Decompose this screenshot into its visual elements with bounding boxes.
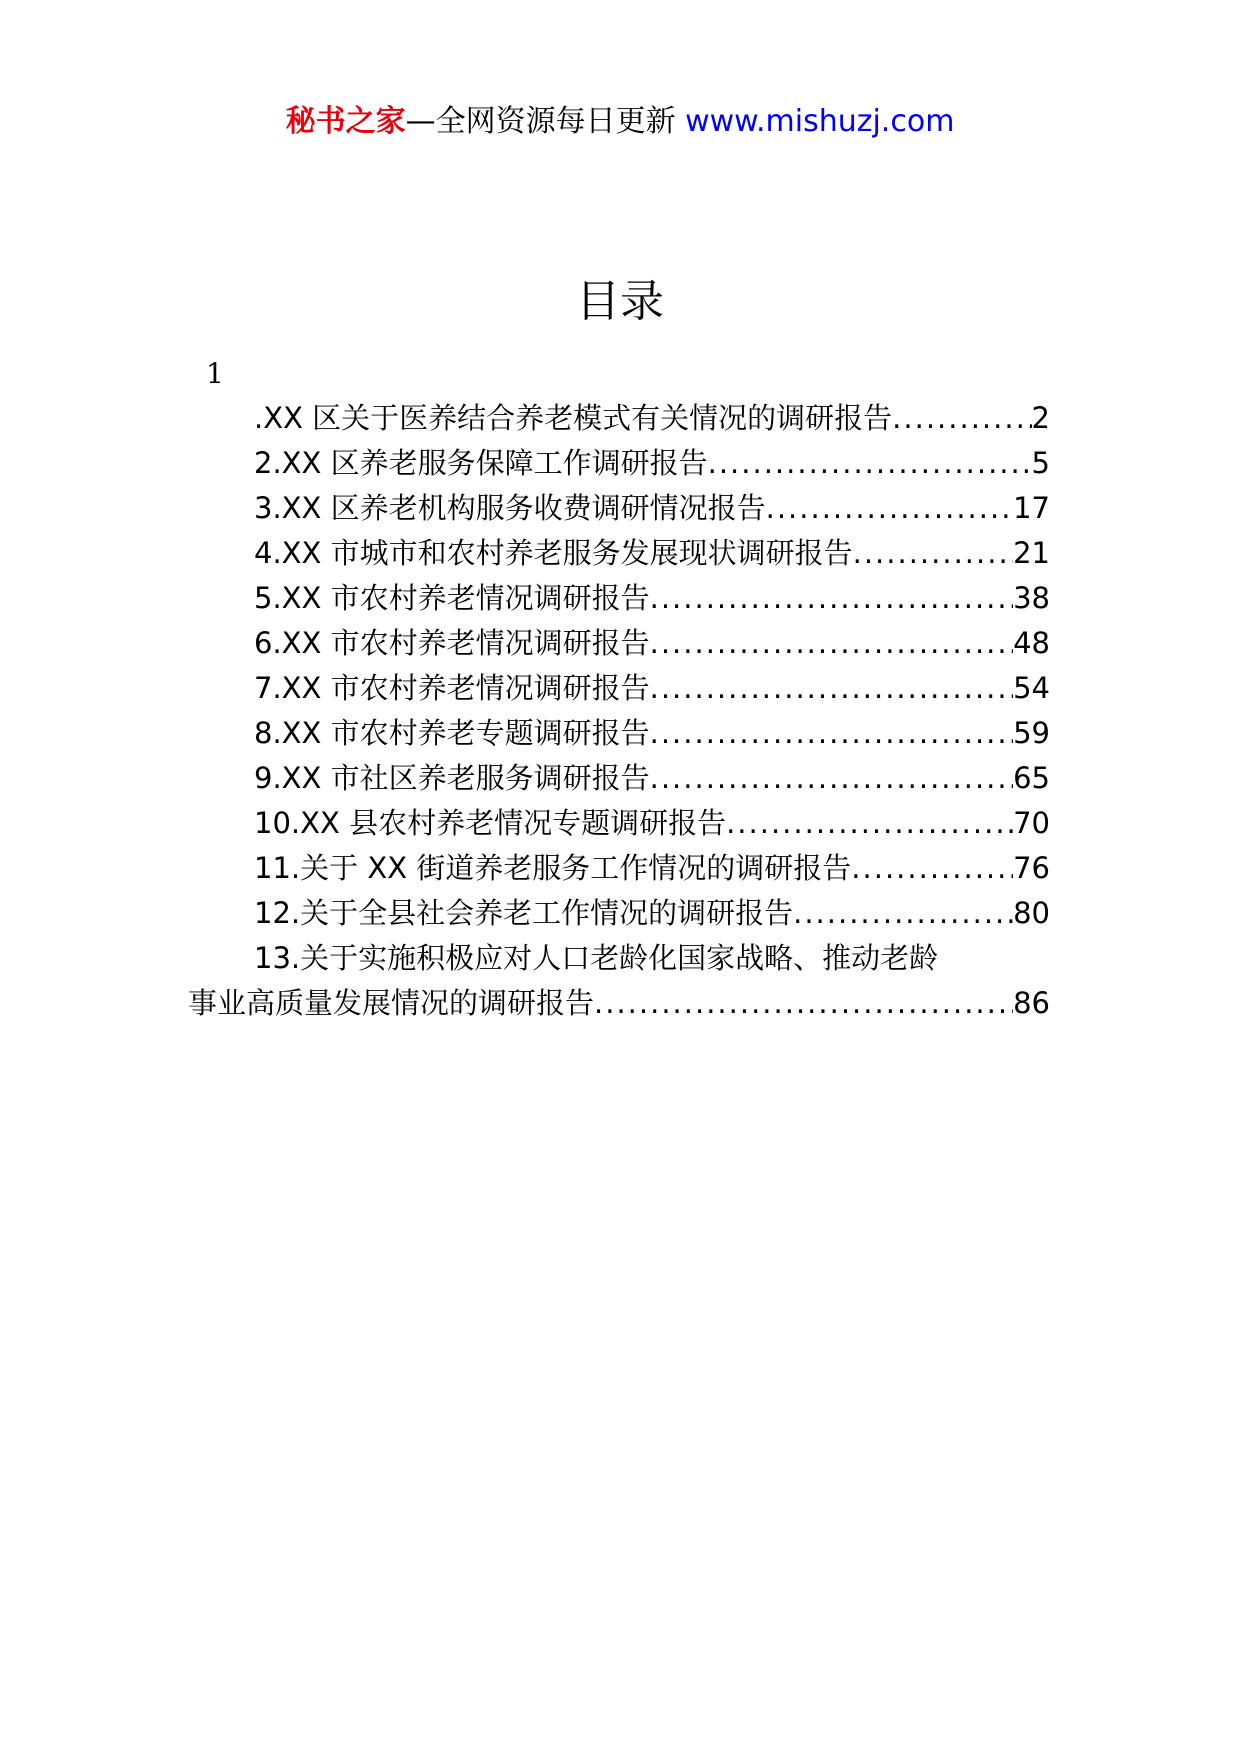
toc-entry-title: 9.XX 市社区养老服务调研报告 xyxy=(254,761,650,795)
dot-leader xyxy=(892,396,1031,441)
dot-leader xyxy=(650,576,1013,621)
dot-leader xyxy=(766,486,1013,531)
banner-slogan: —全网资源每日更新 xyxy=(405,104,676,139)
toc-entry-title: 6.XX 市农村养老情况调研报告 xyxy=(254,626,650,660)
dot-leader xyxy=(853,531,1013,576)
toc-entry-title: 5.XX 市农村养老情况调研报告 xyxy=(254,581,650,615)
dot-leader xyxy=(726,801,1013,846)
toc-entry-4[interactable] xyxy=(188,531,1050,576)
site-banner xyxy=(0,100,1240,144)
toc-page-number: 76 xyxy=(1013,851,1050,885)
toc-page-number: 86 xyxy=(1013,986,1050,1020)
toc-page-number: 17 xyxy=(1013,491,1050,525)
dot-leader xyxy=(650,621,1013,666)
toc-entry-12[interactable] xyxy=(188,891,1050,936)
dot-leader xyxy=(708,441,1032,486)
dot-leader xyxy=(650,756,1013,801)
toc-entry-13[interactable] xyxy=(188,936,1050,1026)
toc-page-number: 70 xyxy=(1013,806,1050,840)
toc-page-number: 65 xyxy=(1013,761,1050,795)
website-link[interactable]: www.mishuzj.com xyxy=(675,104,955,139)
page-title: 目录 xyxy=(576,276,664,327)
list-number-marker: 1 xyxy=(206,357,224,390)
toc-entry-title: 7.XX 市农村养老情况调研报告 xyxy=(254,671,650,705)
toc-entry-title: 8.XX 市农村养老专题调研报告 xyxy=(254,716,650,750)
brand-name: 秘书之家 xyxy=(285,104,406,139)
toc-page-number: 2 xyxy=(1031,401,1050,435)
toc-page-number: 59 xyxy=(1013,716,1050,750)
toc-entry-6[interactable] xyxy=(188,621,1050,666)
toc-entry-5[interactable] xyxy=(188,576,1050,621)
toc-entry-title-line1: 13.关于实施积极应对人口老龄化国家战略、推动老龄 xyxy=(254,941,939,975)
toc-entry-3[interactable] xyxy=(188,486,1050,531)
toc-page-number: 54 xyxy=(1013,671,1050,705)
dot-leader xyxy=(851,846,1013,891)
toc-page-number: 5 xyxy=(1031,446,1050,480)
table-of-contents xyxy=(188,396,1050,1026)
toc-entry-title: 12.关于全县社会养老工作情况的调研报告 xyxy=(254,896,794,930)
toc-entry-title: 10.XX 县农村养老情况专题调研报告 xyxy=(254,806,727,840)
toc-entry-title-line2: 事业高质量发展情况的调研报告 xyxy=(188,986,595,1020)
toc-entry-title: 2.XX 区养老服务保障工作调研报告 xyxy=(254,446,708,480)
toc-entry-9[interactable] xyxy=(188,756,1050,801)
toc-entry-title: .XX 区关于医养结合养老模式有关情况的调研报告 xyxy=(254,401,893,435)
toc-entry-1[interactable] xyxy=(188,396,1050,441)
dot-leader xyxy=(594,981,1013,1026)
toc-entry-2[interactable] xyxy=(188,441,1050,486)
toc-page-number: 48 xyxy=(1013,626,1050,660)
toc-page-number: 21 xyxy=(1013,536,1050,570)
toc-entry-8[interactable] xyxy=(188,711,1050,756)
toc-entry-10[interactable] xyxy=(188,801,1050,846)
toc-page-number: 80 xyxy=(1013,896,1050,930)
toc-entry-title: 3.XX 区养老机构服务收费调研情况报告 xyxy=(254,491,766,525)
toc-entry-7[interactable] xyxy=(188,666,1050,711)
dot-leader xyxy=(793,891,1013,936)
dot-leader xyxy=(650,711,1013,756)
toc-entry-title: 11.关于 XX 街道养老服务工作情况的调研报告 xyxy=(254,851,852,885)
toc-page-number: 38 xyxy=(1013,581,1050,615)
dot-leader xyxy=(650,666,1013,711)
toc-entry-11[interactable] xyxy=(188,846,1050,891)
toc-entry-title: 4.XX 市城市和农村养老服务发展现状调研报告 xyxy=(254,536,853,570)
